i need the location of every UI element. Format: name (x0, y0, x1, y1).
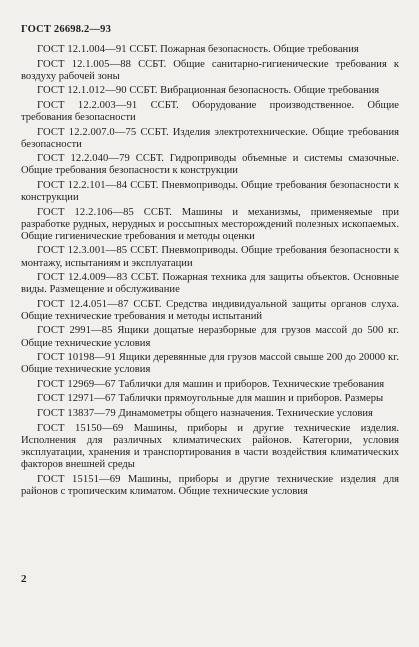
page-number: 2 (21, 573, 27, 585)
standard-title: Динамометры общего назначения. Технические условия (118, 408, 373, 420)
standard-title: ССБТ. Изделия электротехнические. Общие требования безопасности (21, 126, 399, 150)
standard-title: Ящики деревянные для грузов массой свыше 200 до 20000 кг. Общие технические условия (21, 352, 399, 376)
document-header: ГОСТ 26698.2—93 (21, 24, 112, 35)
standard-title: ССБТ. Гидроприводы объемные и системы смазочные. Общие требования безопасности к конструкции (21, 153, 399, 177)
standard-title: Машины, приборы и другие технические изделия для районов с тропическим климатом. Общие технические условия (21, 473, 399, 497)
standard-title: ССБТ. Общие санитарно-гигиенические требования к воздуху рабочей зоны (21, 58, 399, 82)
standard-code: ГОСТ 15150—69 (37, 422, 124, 434)
standard-code: ГОСТ 12.2.003—91 (37, 99, 138, 111)
standard-code: ГОСТ 12.2.106—85 (37, 206, 134, 218)
standard-title: Машины, приборы и другие технические изделия. Исполнения для различных климатических районов. Категории, условия эксплуатации, хранения и транспортирования в части воздействия климатических факторов внешней среды (21, 422, 399, 470)
reference-entry (21, 423, 399, 471)
reference-entry (21, 408, 399, 420)
reference-entry (21, 299, 399, 323)
reference-entry (21, 153, 399, 177)
reference-entry (21, 272, 399, 296)
reference-entry (21, 379, 399, 391)
standard-title: Таблички прямоугольные для машин и приборов. Размеры (118, 393, 384, 405)
standard-code: ГОСТ 10198—91 (37, 352, 116, 364)
standard-code: ГОСТ 12.2.007.0—75 (37, 126, 137, 138)
reference-entry (21, 85, 399, 97)
reference-entry (21, 44, 399, 56)
standard-code: ГОСТ 12971—67 (37, 393, 116, 405)
standard-code: ГОСТ 15151—69 (37, 473, 121, 485)
standard-code: ГОСТ 12.4.051—87 (37, 298, 129, 310)
standard-title: Таблички для машин и приборов. Технические требования (118, 378, 385, 390)
reference-entry (21, 207, 399, 243)
reference-entry (21, 474, 399, 498)
reference-entry (21, 352, 399, 376)
reference-entry (21, 100, 399, 124)
reference-entry (21, 245, 399, 269)
standard-code: ГОСТ 2991—85 (37, 325, 113, 337)
standard-title: ССБТ. Средства индивидуальной защиты органов слуха. Общие технические требования и методы испытаний (21, 298, 399, 322)
reference-entry (21, 180, 399, 204)
standard-title: ССБТ. Пожарная безопасность. Общие требования (129, 44, 359, 55)
reference-entry (21, 127, 399, 151)
standard-title: ССБТ. Пневмоприводы. Общие требования безопасности к монтажу, испытаниям и эксплуатации (21, 245, 399, 269)
standard-code: ГОСТ 12.3.001—85 (37, 245, 128, 257)
standard-title: ССБТ. Машины и механизмы, применяемые при разработке рудных, нерудных и россыпных месторождений полезных ископаемых. Общие гигиенические требования и методы оценки (21, 206, 399, 242)
reference-list (21, 44, 399, 500)
standard-title: ССБТ. Оборудование производственное. Общие требования безопасности (21, 99, 399, 123)
standard-code: ГОСТ 12969—67 (37, 378, 116, 390)
reference-entry (21, 393, 399, 405)
standard-code: ГОСТ 12.1.012—90 (37, 85, 127, 97)
standard-title: ССБТ. Пожарная техника для защиты объектов. Основные виды. Размещение и обслуживание (21, 272, 400, 296)
reference-entry (21, 325, 399, 349)
reference-entry (21, 59, 399, 83)
standard-code: ГОСТ 12.1.005—88 (37, 58, 132, 70)
standard-code: ГОСТ 12.2.101—84 (37, 179, 128, 191)
standard-code: ГОСТ 12.4.009—83 (37, 272, 128, 284)
standard-code: ГОСТ 13837—79 (37, 408, 116, 420)
standard-code: ГОСТ 12.1.004—91 (37, 44, 127, 55)
standard-code: ГОСТ 12.2.040—79 (37, 153, 130, 165)
standard-title: ССБТ. Пневмоприводы. Общие требования безопасности к конструкции (21, 179, 399, 204)
standard-title: Ящики дощатые неразборные для грузов массой до 500 кг. Общие технические условия (21, 325, 399, 349)
standard-title: ССБТ. Вибрационная безопасность. Общие требования (129, 85, 380, 97)
